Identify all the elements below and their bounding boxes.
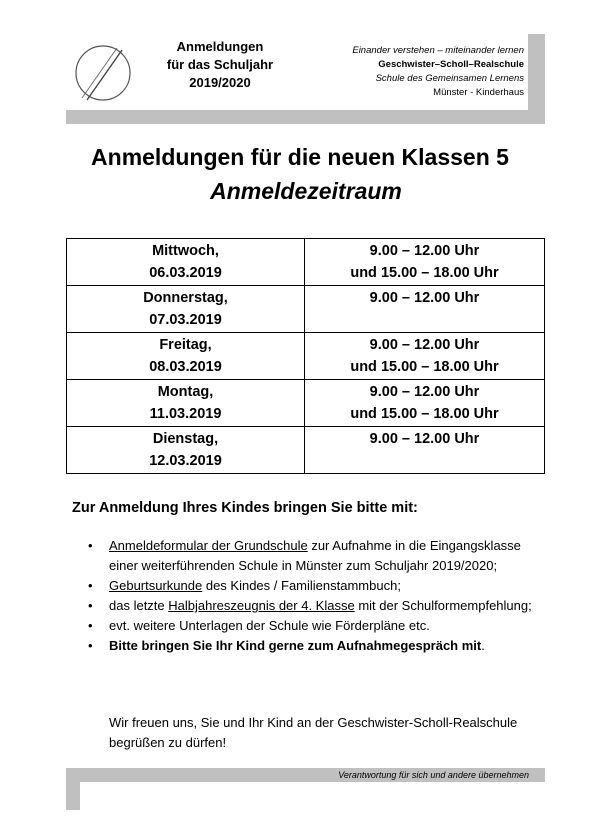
page-subtitle: Anmeldezeitraum: [210, 178, 402, 204]
schedule-table: [66, 238, 545, 474]
page-title: Anmeldungen für die neuen Klassen 5: [91, 144, 509, 170]
time-morning: 9.00 – 12.00 Uhr: [369, 337, 480, 353]
day-date: 08.03.2019: [149, 359, 222, 375]
time-cell: [305, 427, 545, 474]
day-date: 06.03.2019: [149, 265, 222, 281]
table-row: [67, 286, 545, 333]
day-cell: [67, 286, 305, 333]
header-line: Anmeldungen: [176, 39, 264, 54]
table-row: [67, 427, 545, 474]
table-row: [67, 333, 545, 380]
bring-heading: Zur Anmeldung Ihres Kindes bringen Sie bitte mit:: [72, 500, 418, 516]
day-cell: [67, 333, 305, 380]
time-afternoon: und 15.00 – 18.00 Uhr: [350, 406, 499, 422]
day-cell: [67, 239, 305, 286]
item-underlined: Anmeldeformular der Grundschule: [109, 538, 308, 553]
list-item: [88, 616, 538, 636]
item-underlined: Geburtsurkunde: [109, 578, 203, 593]
day-cell: [67, 380, 305, 427]
time-afternoon: und 15.00 – 18.00 Uhr: [350, 359, 499, 375]
item-text: des Kindes / Familienstammbuch;: [202, 578, 401, 593]
school-location: Münster - Kinderhaus: [433, 87, 524, 98]
list-item: [88, 576, 538, 596]
item-underlined: Halbjahreszeugnis der 4. Klasse: [168, 598, 355, 613]
list-item: [88, 636, 538, 656]
list-item: [88, 596, 538, 616]
time-morning: 9.00 – 12.00 Uhr: [369, 290, 480, 306]
bullet-icon: •: [88, 578, 93, 593]
day-cell: [67, 427, 305, 474]
school-info: [300, 44, 524, 100]
item-text: das letzte: [109, 598, 169, 613]
item-text: mit der Schulformempfehlung;: [354, 598, 532, 613]
time-morning: 9.00 – 12.00 Uhr: [369, 431, 480, 447]
school-subtitle: Schule des Gemeinsamen Lernens: [375, 73, 524, 84]
time-cell: [305, 239, 545, 286]
school-name: Geschwister–Scholl–Realschule: [378, 59, 524, 70]
day-date: 11.03.2019: [149, 406, 222, 422]
footer-motto: Verantwortung für sich und andere übernehmen: [338, 770, 529, 780]
time-cell: [305, 380, 545, 427]
school-motto: Einander verstehen – miteinander lernen: [352, 45, 524, 56]
time-morning: 9.00 – 12.00 Uhr: [369, 243, 480, 259]
time-cell: [305, 333, 545, 380]
time-afternoon: und 15.00 – 18.00 Uhr: [350, 265, 499, 281]
day-name: Freitag,: [159, 337, 212, 353]
item-text: zur Aufnahme in die Eingangsklasse einer weiterführenden Schule in Münster zum Schuljahr 2019/2020;: [109, 538, 521, 573]
bullet-icon: •: [88, 638, 93, 653]
header-title: [150, 38, 290, 92]
bullet-icon: •: [88, 598, 93, 613]
bullet-icon: •: [88, 538, 93, 553]
closing-text: Wir freuen uns, Sie und Ihr Kind an der Geschwister-Scholl-Realschule begrüßen zu dürfen!: [109, 715, 518, 750]
time-morning: 9.00 – 12.00 Uhr: [369, 384, 480, 400]
item-text-bold: Bitte bringen Sie Ihr Kind gerne zum Aufnahmegespräch mit: [109, 638, 482, 653]
bring-list: [88, 536, 538, 656]
table-row: [67, 239, 545, 286]
header-line: 2019/2020: [189, 75, 251, 90]
day-name: Mittwoch,: [152, 243, 219, 259]
list-item: [88, 536, 538, 576]
time-cell: [305, 286, 545, 333]
item-text: .: [481, 638, 485, 653]
item-text: evt. weitere Unterlagen der Schule wie Förderpläne etc.: [109, 618, 430, 633]
day-name: Dienstag,: [152, 431, 219, 447]
school-logo-icon: [72, 42, 134, 104]
day-name: Montag,: [157, 384, 214, 400]
footer-frame-left: [66, 768, 80, 810]
day-date: 12.03.2019: [149, 453, 222, 469]
day-date: 07.03.2019: [149, 312, 222, 328]
bullet-icon: •: [88, 618, 93, 633]
header-frame-bottom: [66, 110, 545, 124]
header-line: für das Schuljahr: [166, 57, 274, 72]
table-row: [67, 380, 545, 427]
day-name: Donnerstag,: [143, 290, 228, 306]
